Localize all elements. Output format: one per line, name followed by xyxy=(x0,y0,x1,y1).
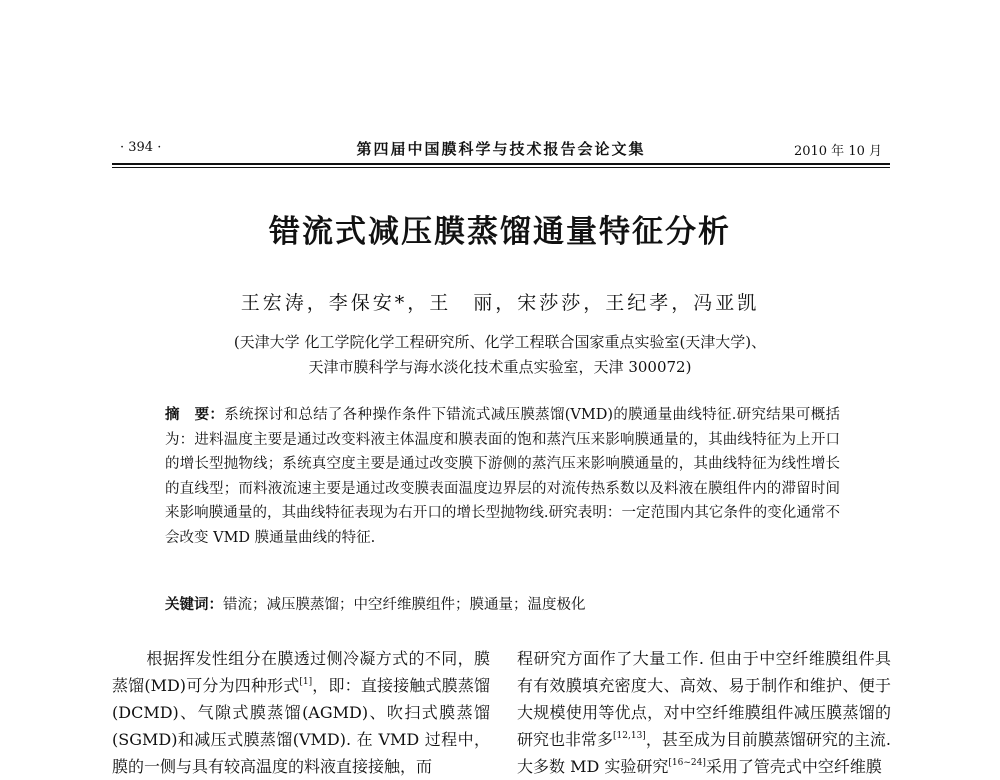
keywords-text: 错流；减压膜蒸馏；中空纤维膜组件；膜通量；温度极化 xyxy=(223,597,586,613)
abstract-label: 摘 要： xyxy=(165,406,225,423)
citation: [12,13] xyxy=(613,731,646,741)
citation: [1] xyxy=(299,677,313,687)
header-rule-thick xyxy=(112,163,890,165)
abstract-text: 系统探讨和总结了各种操作条件下错流式减压膜蒸馏(VMD)的膜通量曲线特征.研究结果可概括为：进料温度主要是通过改变料液主体温度和膜表面的饱和蒸汽压来影响膜通量的，其曲线特征为上开口的增长型抛物线；系统真空度主要是通过改变膜下游侧的蒸汽压来影响膜通量的，其曲线特征为线性增长的直线型；而料液流速主要是通过改变膜表面温度边界层的对流传热系数以及料液在膜组件内的滞留时间来影响膜通量的，其曲线特征表现为右开口的增长型抛物线.研究表明：一定范围内其它条件的变化通常不会改变 VMD 膜通量曲线的特征. xyxy=(165,407,841,546)
body-text: ，甚至成为目前膜蒸馏研究的主流. 大多数 MD 实验研究 xyxy=(517,730,891,776)
affiliation-line-2: 天津市膜科学与海水淡化技术重点实验室，天津 300072) xyxy=(308,358,692,376)
citation: [16~24] xyxy=(668,758,706,768)
abstract xyxy=(165,403,840,550)
page-number: · 394 · xyxy=(120,140,162,155)
paper-title: 错流式减压膜蒸馏通量特征分析 xyxy=(269,214,731,250)
keywords-label: 关键词： xyxy=(165,596,223,613)
keywords xyxy=(165,593,840,617)
header-rule-thin xyxy=(112,167,890,168)
authors: 王宏涛，李保安*，王 丽，宋莎莎，王纪孝，冯亚凯 xyxy=(240,292,760,314)
journal-title: 第四届中国膜科学与技术报告会论文集 xyxy=(356,140,646,158)
body-text: 采用了管壳式中空纤维膜 xyxy=(705,757,882,776)
body-text: ，即：直接接触式膜蒸馏(DCMD)、气隙式膜蒸馏(AGMD)、吹扫式膜蒸馏(SGMD)和减压式膜蒸馏(VMD). 在 VMD 过程中，膜的一侧与具有较高温度的料液直接接触，而 xyxy=(112,676,490,776)
running-header xyxy=(112,138,890,164)
publication-date: 2010 年 10 月 xyxy=(793,144,882,159)
body-text: 根据挥发性组分在膜透过侧冷凝方式的不同，膜蒸馏(MD)可分为四种形式 xyxy=(112,649,490,695)
body-text: 程研究方面作了大量工作. 但由于中空纤维膜组件具有有效膜填充密度大、高效、易于制作和维护、便于大规模使用等优点，对中空纤维膜组件减压膜蒸馏的研究也非常多 xyxy=(517,649,891,749)
affiliation-line-1: (天津大学 化工学院化学工程研究所、化学工程联合国家重点实验室(天津大学)、 xyxy=(233,333,767,351)
